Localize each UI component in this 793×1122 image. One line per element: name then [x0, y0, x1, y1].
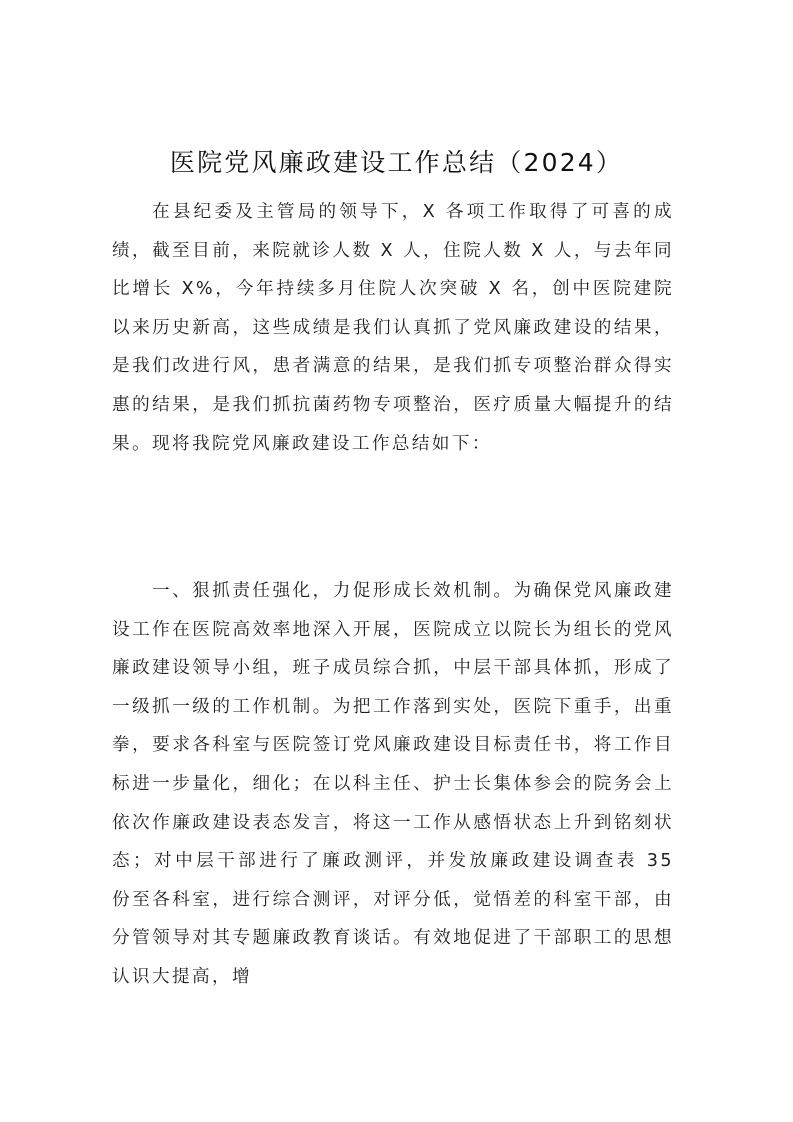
intro-paragraph: 在县纪委及主管局的领导下，X 各项工作取得了可喜的成绩，截至目前，来院就诊人数 X 人，住院人数 X 人，与去年同比增长 X%，今年持续多月住院人次突破 X 名，创中医院建院以来历史新高，这些成绩是我们认真抓了党风廉政建设的结果，是我们改进行风，患者满意的结果，是我们抓专项整治群众得实惠的结果，是我们抓抗菌药物专项整治，医疗质量大幅提升的结果。现将我院党风廉政建设工作总结如下： — [112, 202, 674, 454]
section-1-paragraph: 一、狠抓责任强化，力促形成长效机制。为确保党风廉政建设工作在医院高效率地深入开展，医院成立以院长为组长的党风廉政建设领导小组，班子成员综合抓，中层干部具体抓，形成了一级抓一级的工作机制。为把工作落到实处，医院下重手，出重拳，要求各科室与医院签订党风廉政建设目标责任书，将工作目标进一步量化，细化；在以科主任、护士长集体参会的院务会上依次作廉政建设表态发言，将这一工作从感悟状态上升到铭刻状态；对中层干部进行了廉政测评，并发放廉政建设调查表 35 份至各科室，进行综合测评，对评分低，觉悟差的科室干部，由分管领导对其专题廉政教育谈话。有效地促进了干部职工的思想认识大提高，增 — [112, 581, 674, 987]
document-title: 医院党风廉政建设工作总结（2024） — [169, 147, 624, 177]
